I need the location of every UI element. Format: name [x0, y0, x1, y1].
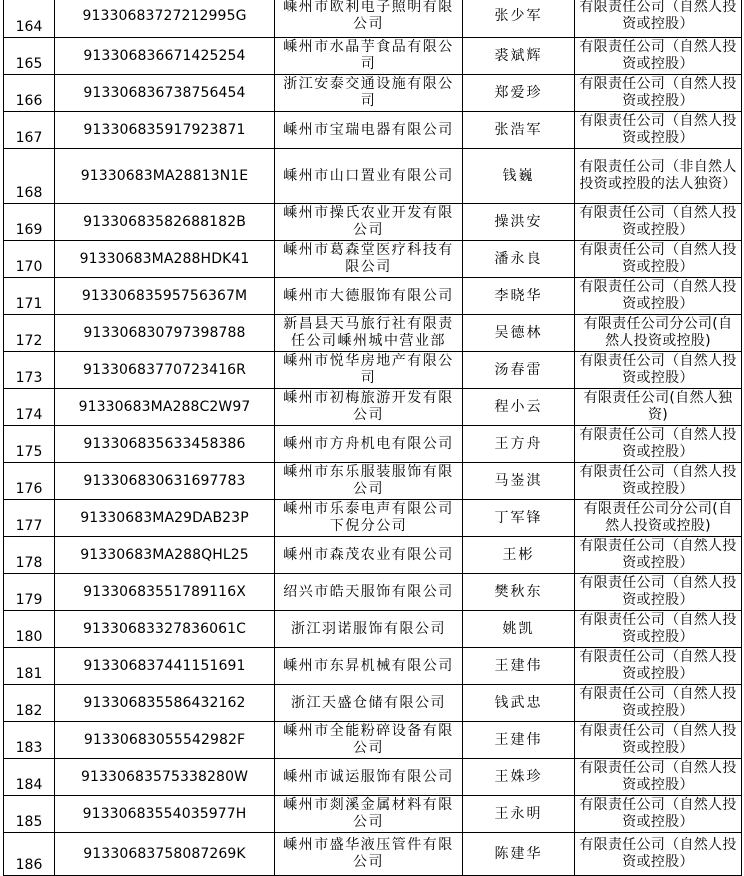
credit-code: 91330683727212995G — [55, 0, 275, 38]
company-type: 有限责任公司（自然人投资或控股） — [575, 241, 742, 278]
company-type: 有限责任公司（自然人投资或控股） — [575, 75, 742, 112]
company-type: 有限责任公司（自然人投资或控股） — [575, 204, 742, 241]
credit-code: 913306830631697783 — [55, 463, 275, 500]
row-number: 183 — [4, 722, 55, 759]
company-name: 嵊州市水晶芋食品有限公司 — [275, 38, 463, 75]
company-name: 嵊州市全能粉碎设备有限公司 — [275, 722, 463, 759]
legal-representative: 王姝珍 — [463, 759, 575, 796]
table-row — [4, 500, 742, 537]
credit-code: 91330683554035977H — [55, 796, 275, 833]
row-number: 176 — [4, 463, 55, 500]
legal-representative: 马崟淇 — [463, 463, 575, 500]
company-name: 嵊州市东乐服装服饰有限公司 — [275, 463, 463, 500]
row-number: 179 — [4, 574, 55, 611]
company-type: 有限责任公司（自然人投资或控股） — [575, 833, 742, 876]
credit-code: 91330683MA288HDK41 — [55, 241, 275, 278]
table-row — [4, 315, 742, 352]
company-type: 有限责任公司（自然人投资或控股） — [575, 0, 742, 38]
company-type: 有限责任公司（自然人投资或控股） — [575, 352, 742, 389]
company-type: 有限责任公司（自然人投资或控股） — [575, 722, 742, 759]
company-type: 有限责任公司（自然人投资或控股） — [575, 574, 742, 611]
legal-representative: 潘永良 — [463, 241, 575, 278]
row-number: 171 — [4, 278, 55, 315]
row-number: 186 — [4, 833, 55, 876]
legal-representative: 李晓华 — [463, 278, 575, 315]
table-row — [4, 75, 742, 112]
table-row — [4, 112, 742, 149]
table-body — [4, 0, 742, 876]
credit-code: 91330683MA288QHL25 — [55, 537, 275, 574]
table-row — [4, 38, 742, 75]
company-name: 嵊州市欧利电子照明有限公司 — [275, 0, 463, 38]
legal-representative: 操洪安 — [463, 204, 575, 241]
table-row — [4, 0, 742, 38]
table-row — [4, 685, 742, 722]
legal-representative: 郑爱珍 — [463, 75, 575, 112]
company-name: 嵊州市初梅旅游开发有限公司 — [275, 389, 463, 426]
company-name: 嵊州市剡溪金属材料有限公司 — [275, 796, 463, 833]
company-type: 有限责任公司（自然人投资或控股） — [575, 426, 742, 463]
legal-representative: 钱武忠 — [463, 685, 575, 722]
credit-code: 913306837441151691 — [55, 648, 275, 685]
credit-code: 91330683575338280W — [55, 759, 275, 796]
company-name: 嵊州市葛森堂医疗科技有限公司 — [275, 241, 463, 278]
table-row — [4, 537, 742, 574]
company-name: 浙江安泰交通设施有限公司 — [275, 75, 463, 112]
row-number: 170 — [4, 241, 55, 278]
company-type: 有限责任公司分公司(自然人投资或控股) — [575, 500, 742, 537]
company-name: 嵊州市方舟机电有限公司 — [275, 426, 463, 463]
table-row — [4, 463, 742, 500]
credit-code: 91330683MA28813N1E — [55, 149, 275, 204]
row-number: 167 — [4, 112, 55, 149]
company-type: 有限责任公司（自然人投资或控股） — [575, 278, 742, 315]
row-number: 178 — [4, 537, 55, 574]
company-name: 嵊州市大德服饰有限公司 — [275, 278, 463, 315]
company-name: 浙江天盛仓储有限公司 — [275, 685, 463, 722]
row-number: 169 — [4, 204, 55, 241]
table-row — [4, 759, 742, 796]
table-row — [4, 648, 742, 685]
credit-code: 91330683MA288C2W97 — [55, 389, 275, 426]
company-name: 嵊州市宝瑞电器有限公司 — [275, 112, 463, 149]
legal-representative: 张少军 — [463, 0, 575, 38]
legal-representative: 樊秋东 — [463, 574, 575, 611]
company-name: 嵊州市东昇机械有限公司 — [275, 648, 463, 685]
company-type: 有限责任公司（自然人投资或控股） — [575, 685, 742, 722]
credit-code: 91330683595756367M — [55, 278, 275, 315]
credit-code: 91330683551789116X — [55, 574, 275, 611]
company-name: 嵊州市悦华房地产有限公司 — [275, 352, 463, 389]
row-number: 180 — [4, 611, 55, 648]
legal-representative: 张浩军 — [463, 112, 575, 149]
table-row — [4, 241, 742, 278]
row-number: 173 — [4, 352, 55, 389]
company-registry-table — [3, 0, 742, 876]
company-name: 新昌县天马旅行社有限责任公司嵊州城中营业部 — [275, 315, 463, 352]
credit-code: 913306836671425254 — [55, 38, 275, 75]
legal-representative: 姚凯 — [463, 611, 575, 648]
legal-representative: 钱巍 — [463, 149, 575, 204]
credit-code: 91330683327836061C — [55, 611, 275, 648]
row-number: 174 — [4, 389, 55, 426]
row-number: 168 — [4, 149, 55, 204]
table-row — [4, 426, 742, 463]
company-type: 有限责任公司分公司(自然人投资或控股) — [575, 315, 742, 352]
legal-representative: 王建伟 — [463, 648, 575, 685]
company-name: 嵊州市山口置业有限公司 — [275, 149, 463, 204]
credit-code: 913306835586432162 — [55, 685, 275, 722]
company-name: 嵊州市诚运服饰有限公司 — [275, 759, 463, 796]
row-number: 172 — [4, 315, 55, 352]
table-row — [4, 722, 742, 759]
credit-code: 91330683582688182B — [55, 204, 275, 241]
company-type: 有限责任公司（自然人投资或控股） — [575, 648, 742, 685]
legal-representative: 裘斌辉 — [463, 38, 575, 75]
legal-representative: 吴德林 — [463, 315, 575, 352]
row-number: 164 — [4, 0, 55, 38]
legal-representative: 王彬 — [463, 537, 575, 574]
table-row — [4, 352, 742, 389]
credit-code: 913306835917923871 — [55, 112, 275, 149]
company-name: 绍兴市皓天服饰有限公司 — [275, 574, 463, 611]
credit-code: 91330683758087269K — [55, 833, 275, 876]
company-type: 有限责任公司(自然人独资) — [575, 389, 742, 426]
table-row — [4, 833, 742, 876]
legal-representative: 王建伟 — [463, 722, 575, 759]
company-type: 有限责任公司（自然人投资或控股） — [575, 112, 742, 149]
credit-code: 913306836738756454 — [55, 75, 275, 112]
table-row — [4, 574, 742, 611]
company-type: 有限责任公司（自然人投资或控股） — [575, 537, 742, 574]
company-type: 有限责任公司（自然人投资或控股） — [575, 759, 742, 796]
row-number: 182 — [4, 685, 55, 722]
row-number: 185 — [4, 796, 55, 833]
company-type: 有限责任公司（自然人投资或控股） — [575, 796, 742, 833]
legal-representative: 陈建华 — [463, 833, 575, 876]
company-type: 有限责任公司（自然人投资或控股） — [575, 38, 742, 75]
company-name: 嵊州市森茂农业有限公司 — [275, 537, 463, 574]
legal-representative: 王永明 — [463, 796, 575, 833]
company-name: 浙江羽诺服饰有限公司 — [275, 611, 463, 648]
legal-representative: 王方舟 — [463, 426, 575, 463]
credit-code: 91330683770723416R — [55, 352, 275, 389]
table-row — [4, 278, 742, 315]
row-number: 175 — [4, 426, 55, 463]
row-number: 165 — [4, 38, 55, 75]
row-number: 184 — [4, 759, 55, 796]
company-name: 嵊州市操氏农业开发有限公司 — [275, 204, 463, 241]
company-type: 有限责任公司（非自然人投资或控股的法人独资） — [575, 149, 742, 204]
row-number: 166 — [4, 75, 55, 112]
row-number: 181 — [4, 648, 55, 685]
company-name: 嵊州市盛华液压管件有限公司 — [275, 833, 463, 876]
legal-representative: 汤春雷 — [463, 352, 575, 389]
table-row — [4, 204, 742, 241]
table-row — [4, 149, 742, 204]
table-row — [4, 611, 742, 648]
table-row — [4, 796, 742, 833]
table-row — [4, 389, 742, 426]
credit-code: 913306835633458386 — [55, 426, 275, 463]
row-number: 177 — [4, 500, 55, 537]
credit-code: 91330683MA29DAB23P — [55, 500, 275, 537]
company-name: 嵊州市乐泰电声有限公司下倪分公司 — [275, 500, 463, 537]
credit-code: 913306830797398788 — [55, 315, 275, 352]
legal-representative: 程小云 — [463, 389, 575, 426]
legal-representative: 丁军锋 — [463, 500, 575, 537]
company-type: 有限责任公司（自然人投资或控股） — [575, 463, 742, 500]
company-type: 有限责任公司（自然人投资或控股） — [575, 611, 742, 648]
credit-code: 91330683055542982F — [55, 722, 275, 759]
